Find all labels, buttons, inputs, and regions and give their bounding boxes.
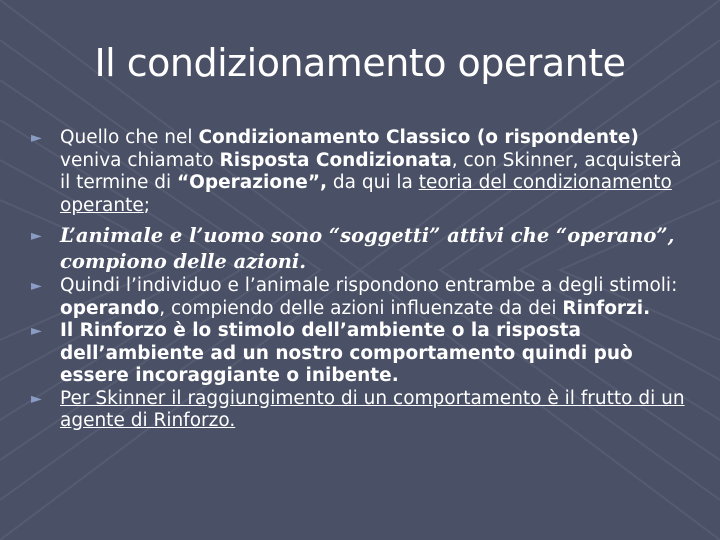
bullet-arrow-icon: ►: [31, 278, 42, 294]
bullet-text: [60, 275, 677, 319]
bullet-item: [30, 275, 690, 320]
bullet-item: [30, 320, 690, 388]
bullet-arrow-icon: ►: [31, 323, 42, 339]
bullet-text-segment: , compiendo delle azioni influenzate da dei: [159, 297, 563, 319]
bullet-text: [60, 388, 685, 432]
bullet-text: [60, 320, 633, 386]
bullet-text-segment: teoria del condizionamento operante: [60, 172, 672, 216]
bullet-text-segment: Quindi l’individuo e l’animale rispondono entrambe a degli stimoli:: [60, 275, 678, 296]
bullet-arrow-icon: ►: [31, 228, 42, 244]
bullet-item: [30, 127, 690, 217]
bullet-text-segment: Il Rinforzo è lo stimolo dell’ambiente o la risposta dell’ambiente ad un nostro comportamento quindi può essere incoraggiante o inibente.: [60, 320, 633, 386]
bullet-text: [60, 224, 674, 273]
bullet-text-segment: Per Skinner il raggiungimento di un comportamento è il frutto di un agente di Rinforzo.: [60, 387, 685, 431]
bullet-text: [60, 127, 682, 216]
bullet-text-segment: “Operazione”,: [177, 172, 328, 193]
bullet-text-segment: operando: [60, 297, 160, 319]
bullet-text-segment: , con Skinner, acquisterà il termine di: [60, 149, 682, 193]
bullet-arrow-icon: ►: [31, 130, 42, 146]
bullet-text-segment: ;: [143, 194, 150, 216]
slide-title: Il condizionamento operante: [94, 41, 626, 85]
bullet-text-segment: L’animale e l’uomo sono “soggetti” attivi che “operano”, compiono delle azioni.: [60, 224, 675, 273]
bullet-text-segment: Condizionamento Classico (o rispondente): [198, 127, 639, 148]
bullet-arrow-icon: ►: [31, 390, 42, 407]
bullet-text-segment: Rinforzi.: [562, 297, 651, 319]
bullet-text-segment: da qui la: [327, 172, 419, 193]
bullet-item: [30, 223, 690, 275]
bullet-list: [30, 127, 690, 433]
bullet-item: [30, 388, 690, 433]
bullet-text-segment: Quello che nel: [60, 127, 199, 148]
bullet-text-segment: Risposta Condizionata: [219, 149, 452, 171]
bullet-text-segment: veniva chiamato: [60, 149, 220, 171]
